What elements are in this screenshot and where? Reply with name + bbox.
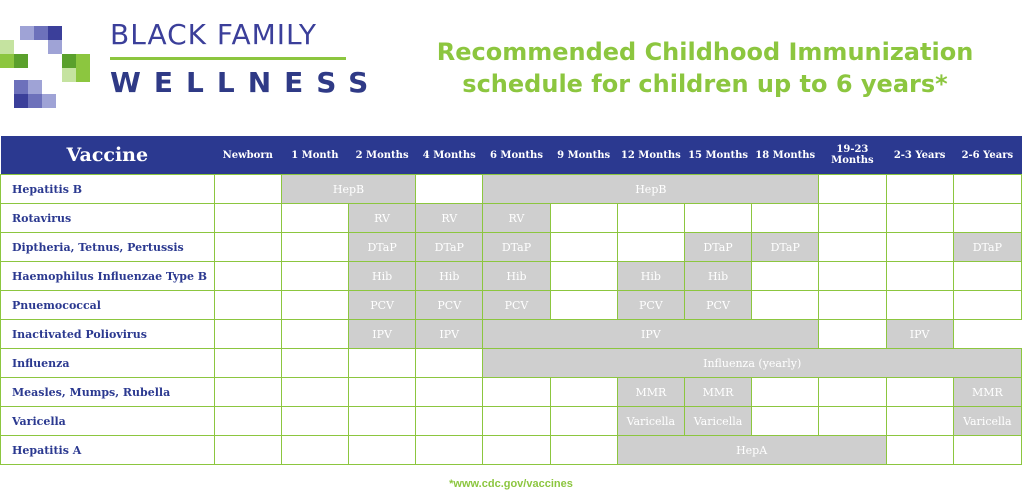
header-vaccine: Vaccine: [1, 136, 215, 175]
empty-cell: [416, 378, 483, 407]
table-row: [1, 320, 1022, 349]
table-row: [1, 204, 1022, 233]
empty-cell: [281, 436, 348, 465]
empty-cell: [214, 175, 281, 204]
empty-cell: [416, 175, 483, 204]
empty-cell: [281, 233, 348, 262]
empty-cell: [214, 407, 281, 436]
title-line2: schedule for children up to 6 years*: [462, 70, 948, 98]
empty-cell: [214, 204, 281, 233]
empty-cell: [953, 262, 1021, 291]
header-age: 12 Months: [617, 136, 684, 175]
header-age: 6 Months: [483, 136, 550, 175]
table-body: [1, 175, 1022, 465]
empty-cell: [281, 407, 348, 436]
dose-cell: IPV: [886, 320, 953, 349]
dose-cell: PCV: [416, 291, 483, 320]
vaccine-name: Inactivated Poliovirus: [1, 320, 215, 349]
empty-cell: [416, 349, 483, 378]
dose-cell: Hib: [617, 262, 684, 291]
dose-cell: MMR: [684, 378, 751, 407]
table-row: [1, 378, 1022, 407]
dose-cell: Varicella: [617, 407, 684, 436]
empty-cell: [953, 204, 1021, 233]
empty-cell: [483, 407, 550, 436]
empty-cell: [819, 291, 886, 320]
table-row: [1, 175, 1022, 204]
empty-cell: [819, 320, 886, 349]
empty-cell: [416, 436, 483, 465]
empty-cell: [349, 349, 416, 378]
empty-cell: [550, 291, 617, 320]
brand-divider: [110, 57, 346, 60]
dose-cell: IPV: [349, 320, 416, 349]
dose-cell: DTaP: [416, 233, 483, 262]
empty-cell: [886, 262, 953, 291]
empty-cell: [349, 407, 416, 436]
empty-cell: [886, 378, 953, 407]
empty-cell: [819, 204, 886, 233]
dose-cell: MMR: [617, 378, 684, 407]
empty-cell: [819, 233, 886, 262]
empty-cell: [281, 349, 348, 378]
dose-cell: DTaP: [349, 233, 416, 262]
empty-cell: [752, 262, 819, 291]
empty-cell: [819, 407, 886, 436]
vaccine-name: Varicella: [1, 407, 215, 436]
vaccine-name: Influenza: [1, 349, 215, 378]
empty-cell: [886, 436, 953, 465]
empty-cell: [349, 378, 416, 407]
empty-cell: [550, 407, 617, 436]
empty-cell: [819, 262, 886, 291]
header-age: Newborn: [214, 136, 281, 175]
dose-cell: Hib: [684, 262, 751, 291]
dose-cell: IPV: [416, 320, 483, 349]
header-age: 15 Months: [684, 136, 751, 175]
empty-cell: [886, 407, 953, 436]
empty-cell: [886, 233, 953, 262]
dose-cell: HepA: [617, 436, 886, 465]
empty-cell: [483, 378, 550, 407]
empty-cell: [550, 233, 617, 262]
immunization-table: [0, 136, 1022, 465]
vaccine-name: Pnuemococcal: [1, 291, 215, 320]
empty-cell: [483, 436, 550, 465]
table-row: [1, 291, 1022, 320]
header-age: 18 Months: [752, 136, 819, 175]
empty-cell: [550, 204, 617, 233]
empty-cell: [550, 378, 617, 407]
dose-cell: MMR: [953, 378, 1021, 407]
source-footnote: *www.cdc.gov/vaccines: [449, 478, 573, 490]
header-age: 2 Months: [349, 136, 416, 175]
header-age: 2-6 Years: [953, 136, 1021, 175]
empty-cell: [214, 233, 281, 262]
header-age: 9 Months: [550, 136, 617, 175]
empty-cell: [214, 378, 281, 407]
empty-cell: [752, 378, 819, 407]
empty-cell: [953, 291, 1021, 320]
dose-cell: Influenza (yearly): [483, 349, 1022, 378]
empty-cell: [886, 204, 953, 233]
empty-cell: [752, 291, 819, 320]
brand-line1: BLACK FAMILY: [110, 18, 318, 51]
dose-cell: Hib: [483, 262, 550, 291]
empty-cell: [752, 204, 819, 233]
table-row: [1, 436, 1022, 465]
table-row: [1, 407, 1022, 436]
header-age: 1 Month: [281, 136, 348, 175]
empty-cell: [819, 378, 886, 407]
header-age: 19-23 Months: [819, 136, 886, 175]
empty-cell: [617, 233, 684, 262]
empty-cell: [752, 407, 819, 436]
vaccine-name: Hepatitis A: [1, 436, 215, 465]
empty-cell: [281, 320, 348, 349]
empty-cell: [214, 436, 281, 465]
dose-cell: Hib: [349, 262, 416, 291]
table-row: [1, 349, 1022, 378]
dose-cell: PCV: [684, 291, 751, 320]
header-age: 4 Months: [416, 136, 483, 175]
vaccine-name: Haemophilus Influenzae Type B: [1, 262, 215, 291]
empty-cell: [617, 204, 684, 233]
empty-cell: [886, 291, 953, 320]
title-line1: Recommended Childhood Immunization: [436, 38, 974, 66]
empty-cell: [281, 262, 348, 291]
dose-cell: Varicella: [684, 407, 751, 436]
empty-cell: [281, 378, 348, 407]
empty-cell: [953, 436, 1021, 465]
table-row: [1, 262, 1022, 291]
dose-cell: Varicella: [953, 407, 1021, 436]
vaccine-name: Measles, Mumps, Rubella: [1, 378, 215, 407]
dose-cell: PCV: [483, 291, 550, 320]
dose-cell: HepB: [483, 175, 819, 204]
empty-cell: [214, 349, 281, 378]
empty-cell: [550, 436, 617, 465]
dose-cell: DTaP: [684, 233, 751, 262]
empty-cell: [416, 407, 483, 436]
header-age: 2-3 Years: [886, 136, 953, 175]
brand-line2: WELLNESS: [110, 66, 382, 99]
logo-mark: [0, 18, 90, 108]
dose-cell: PCV: [617, 291, 684, 320]
dose-cell: IPV: [483, 320, 819, 349]
dose-cell: DTaP: [752, 233, 819, 262]
empty-cell: [886, 175, 953, 204]
vaccine-name: Rotavirus: [1, 204, 215, 233]
page-title: [400, 36, 1010, 100]
table-row: [1, 233, 1022, 262]
empty-cell: [953, 175, 1021, 204]
empty-cell: [819, 175, 886, 204]
vaccine-name: Diptheria, Tetnus, Pertussis: [1, 233, 215, 262]
dose-cell: Hib: [416, 262, 483, 291]
dose-cell: DTaP: [953, 233, 1021, 262]
dose-cell: RV: [483, 204, 550, 233]
empty-cell: [550, 262, 617, 291]
header-row: [1, 136, 1022, 175]
dose-cell: HepB: [281, 175, 415, 204]
brand-wordmark: [110, 18, 382, 99]
dose-cell: RV: [416, 204, 483, 233]
empty-cell: [281, 204, 348, 233]
empty-cell: [684, 204, 751, 233]
dose-cell: PCV: [349, 291, 416, 320]
empty-cell: [349, 436, 416, 465]
empty-cell: [281, 291, 348, 320]
empty-cell: [214, 291, 281, 320]
dose-cell: RV: [349, 204, 416, 233]
empty-cell: [214, 320, 281, 349]
vaccine-name: Hepatitis B: [1, 175, 215, 204]
empty-cell: [214, 262, 281, 291]
dose-cell: DTaP: [483, 233, 550, 262]
